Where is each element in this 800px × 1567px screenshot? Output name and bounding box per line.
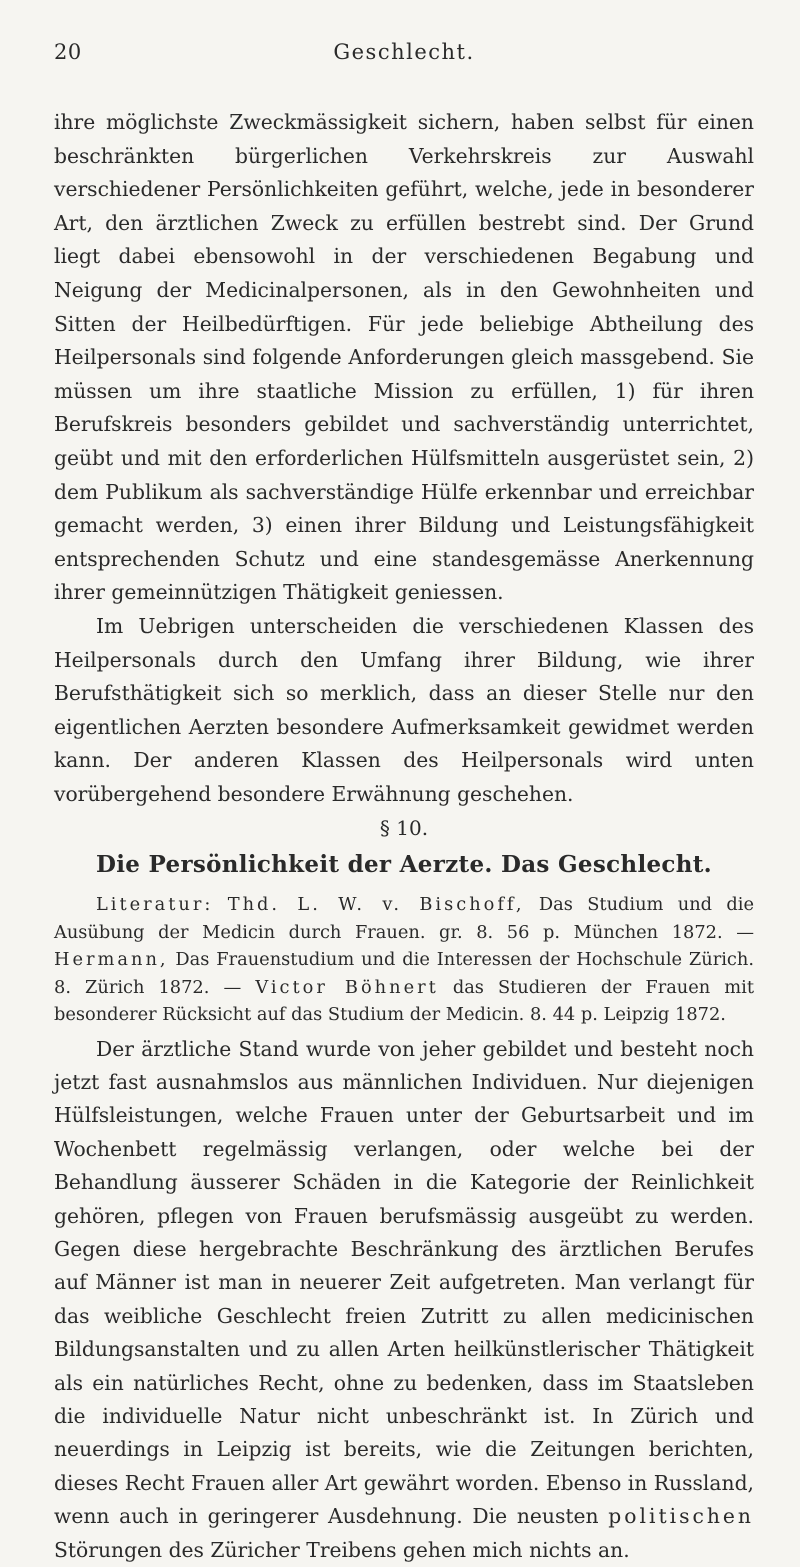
paragraph-1: ihre möglichste Zweckmässigkeit sichern, haben selbst für einen beschränkten bürgerlichen Verkehrskreis zur Auswahl verschiedener Persönlichkeiten geführt, welche, jede in besonderer Art, den ärztlichen Zweck zu erfüllen bestrebt sind. Der Grund liegt dabei ebensowohl in der verschiedenen Begabung und Neigung der Medicinalpersonen, als in den Gewohnheiten und Sitten der Heilbedürftigen. Für jede beliebige Abtheilung des Heilpersonals sind folgende Anforderungen gleich massgebend. Sie müssen um ihre staatliche Mission zu erfüllen, 1) für ihren Berufskreis besonders gebildet und sachverständig unterrichtet, geübt und mit den erforderlichen Hülfsmitteln ausgerüstet sein, 2) dem Publikum als sachverständige Hülfe erkennbar und erreichbar gemacht werden, 3) einen ihrer Bildung und Leistungsfähigkeit entsprechenden Schutz und eine standesgemässe Anerkennung ihrer gemeinnützigen Thätigkeit geniessen. <box>54 106 754 610</box>
section-title: Die Persönlichkeit der Aerzte. Das Geschlecht. <box>54 847 754 883</box>
paragraph-3-text-a: Der ärztliche Stand wurde von jeher gebildet und besteht noch jetzt fast ausnahmslos aus männlichen Individuen. Nur diejenigen Hülfsleistungen, welche Frauen unter der Geburtsarbeit und im Wochenbett regelmässig verlangen, oder welche bei der Behandlung äusserer Schäden in die Kategorie der Reinlichkeit gehören, pflegen von Frauen berufsmässig ausgeübt zu werden. Gegen diese hergebrachte Beschränkung des ärztlichen Berufes auf Männer ist man in neuerer Zeit aufgetreten. Man verlangt für das weibliche Geschlecht freien Zutritt zu allen medicinischen Bildungsanstalten und zu allen Arten heilkünstlerischer Thätigkeit als ein natürliches Recht, ohne zu bedenken, dass im Staatsleben die individuelle Natur nicht unbeschränkt ist. In Zürich und neuerdings in Leipzig ist bereits, wie die Zeitungen berichten, dieses Recht Frauen aller Art gewährt worden. Ebenso in Russland, wenn auch in geringerer Ausdehnung. Die neusten <box>54 1037 754 1529</box>
literature-author-3: Victor Böhnert <box>255 977 438 998</box>
body-text-bottom <box>54 1033 754 1567</box>
literature-list <box>54 891 754 1028</box>
section-number: § 10. <box>54 813 754 843</box>
running-head <box>54 40 754 78</box>
paragraph-3 <box>54 1033 754 1567</box>
running-title: Geschlecht. <box>54 40 754 64</box>
literature-work-3: das Studieren der Frauen mit besonderer Rücksicht auf das Studium der Medicin. 8. 44 p. Leipzig 1872. <box>54 977 754 1025</box>
literature-work-2: Das Frauenstudium und die Interessen der Hochschule Zürich. 8. Zürich 1872. — <box>54 949 754 997</box>
literature-author-1: Thd. L. W. v. Bischoff, <box>228 894 525 915</box>
literature-author-2: Hermann, <box>54 949 169 970</box>
page-number: 20 <box>54 40 82 64</box>
paragraph-2: Im Uebrigen unterscheiden die verschiedenen Klassen des Heilpersonals durch den Umfang ihrer Bildung, wie ihrer Berufsthätigkeit sich so merklich, dass an dieser Stelle nur den eigentlichen Aerzten besondere Aufmerksamkeit gewidmet werden kann. Der anderen Klassen des Heilpersonals wird unten vorübergehend besondere Erwähnung geschehen. <box>54 610 754 812</box>
literature-work-1: Das Studium und die Ausübung der Medicin durch Frauen. gr. 8. 56 p. München 1872. — <box>54 894 754 942</box>
book-page <box>54 40 754 1567</box>
body-text-top <box>54 106 754 811</box>
paragraph-3-emphasis: politischen <box>608 1504 754 1528</box>
paragraph-3-text-b: Störungen des Züricher Treibens gehen mich nichts an. <box>54 1538 630 1562</box>
literature-label: Literatur: <box>96 894 213 915</box>
